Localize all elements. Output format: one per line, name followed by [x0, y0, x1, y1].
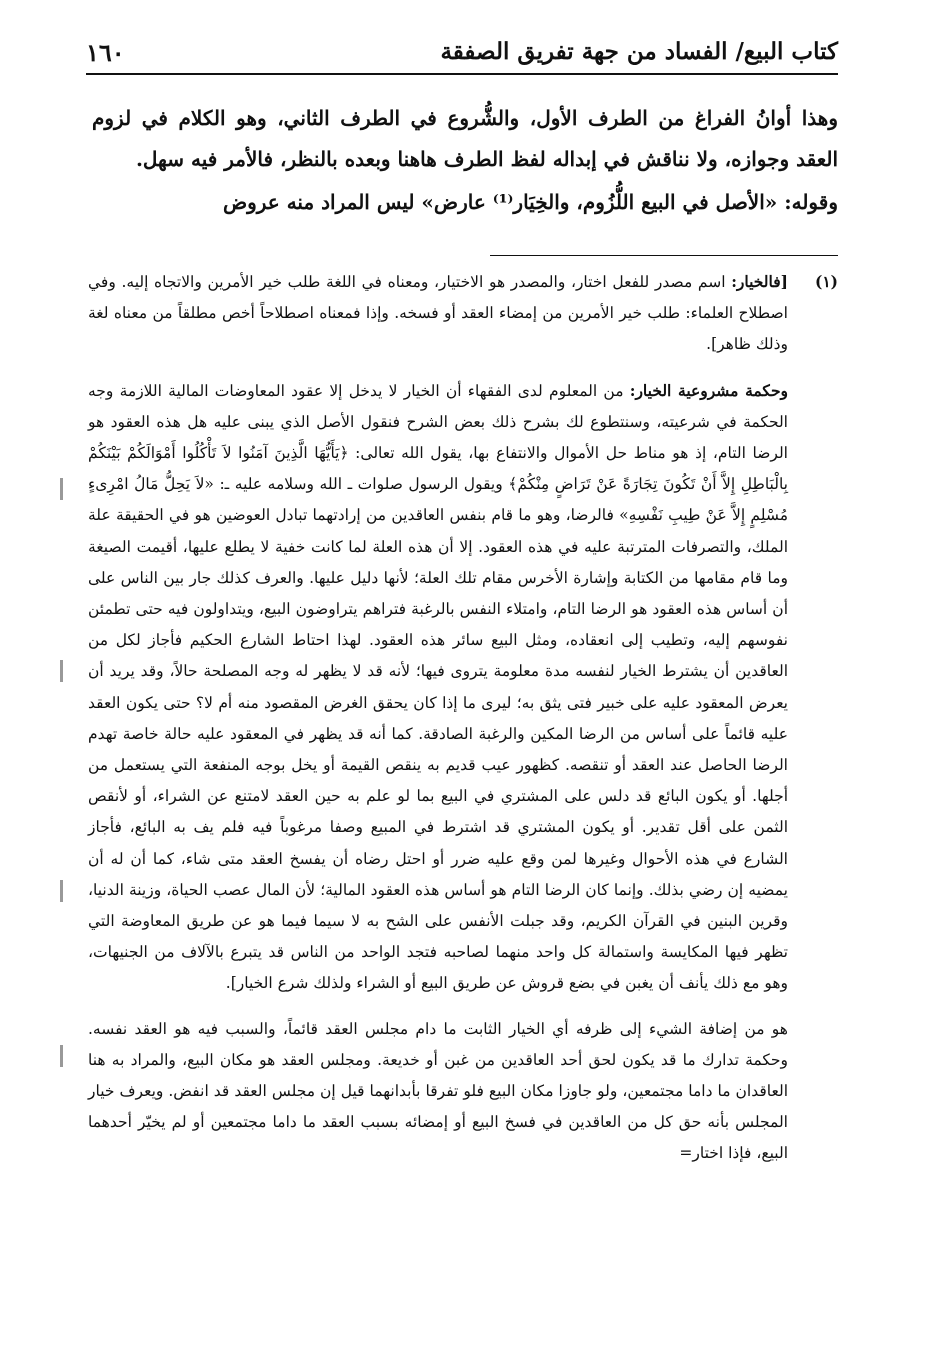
margin-mark [60, 1045, 63, 1067]
margin-mark [60, 660, 63, 682]
header-rule [86, 73, 838, 75]
footnote-text-1: اسم مصدر للفعل اختار، والمصدر هو الاختيار، ومعناه في اللغة طلب خير الأمرين والاتجاه إليه. وفي اصطلاح العلماء: طلب خير الأمرين من إمضاء العقد أو فسخه. وإذا فمعناه اصطلاحاً أخص مطلقاً من معناه لغة وذلك ظاهر]. [88, 273, 788, 354]
main-paragraph-2: وقوله: «الأصل في البيع اللُّزُوم، والخِيَار⁽¹⁾ عارض» ليس المراد منه عروض [222, 190, 838, 214]
page-number: ١٦٠ [86, 38, 125, 67]
margin-mark [60, 880, 63, 902]
footnote-heading-1: [فالخيار: [731, 272, 788, 291]
margin-mark [60, 478, 63, 500]
footnote-marker: (١) [814, 272, 838, 291]
footnote-heading-2: وحكمة مشروعية الخيار: [629, 380, 789, 400]
main-text [92, 98, 838, 223]
footnote-text-2: من المعلوم لدى الفقهاء أن الخيار لا يدخل إلا عقود المعاوضات المالية اللازمة وجه الحكمة في شرعيته، وسنتطوع لك بشرح ذلك بعض الشرح فنقول الأصل الذي يبنى عليه هل هذه العقود هو الرضا التام، إذ هو مناط حل الأموال والانتفاع بها، يقول الله تعالى: ﴿يَأَيُّهَا الَّذِينَ آمَنُوا لاَ تَأْكُلُوا أَمْوَالَكُمْ بَيْنَكُمْ بِالْبَاطِلِ إِلاَّ أَنْ تَكُونَ تِجَارَةً عَنْ تَرَاضٍ مِنْكُمْ﴾ ويقول الرسول صلوات ـ الله وسلامه عليه ـ: «لاَ يَحِلُّ مَالُ امْرِىءٍ مُسْلِمٍ إِلاَّ عَنْ طِيبِ نَفْسِهِ» فالرضا، وهو ما قام بنفس العاقدين من إرادتهما تبادل العوضين هو في الحقيقة علة الملك، والتصرفات المترتبة عليه في هذه العقود. إلا أن هذه العلة لما كانت خفية لا يطلع عليها، أقيمت الصيغة وما قام مقامها من الكتابة وإشارة الأخرس مقام تلك العلة؛ لأنها دليل عليها. والعرف كذلك جار بين الناس على أن أساس هذه العقود هو الرضا التام، وامتلاء النفس بالرغبة فتراهم يتراوضون البيع، ويتداولون فيه حتى تطمئن نفوسهم إليه، وتطيب إلى انعقاده، ومثل البيع سائر هذه العقود. لهذا احتاط الشارع الحكيم فأجاز لكل من العاقدين أن يشترط الخيار لنفسه مدة معلومة يتروى فيها؛ لأنه قد لا يظهر له وجه المصلحة حالاً، وقد يريد أن يعرض المعقود عليه على خبير فتى يثق به؛ ليرى ما إذا كان يحقق الغرض المقصود منه أم لا؟ حتى يكون العقد عليه قائماً على أساس من الرضا المكين والرغبة الصادقة. كما أنه قد يظهر في المعقود عليه حالة خاصة تهدم الرضا الحاصل عند العقد أو تنقصه. كظهور عيب قديم به ينقص القيمة أو يخل بوجه المنفعة التي يستعمل من أجلها. أو يكون البائع قد دلس على المشتري في البيع بما لو علم به حين العقد لامتنع عن الشراء، أو لأنقص الثمن على أقل تقدير. أو يكون المشتري قد اشترط في المبيع وصفا مرغوباً فيه فلم يف به البائع، فأجاز الشارع في هذه الأحوال وغيرها لمن وقع عليه ضرر أو احتل رضاه أن يفسخ العقد متى شاء، كما أن له أن يمضيه إن رضي بذلك. وإنما كان الرضا التام هو أساس هذه العقود المالية؛ لأن المال عصب الحياة، وزينة الدنيا، وقرين البنين في القرآن الكريم، وقد جبلت الأنفس على الشح به لا سيما فيما هو عن طريق المعاوضة التي تظهر فيها المكايسة واستمالة كل واحد منهما لصاحبه فتجد الواحد من الناس قد يتبرع بالآلاف من الجنيهات، وهو مع ذلك يأنف أن يغبن في بضع قروش عن طريق البيع أو الشراء ولذلك شرع الخيار]. [88, 381, 788, 993]
footnotes [88, 266, 838, 1170]
footnote-paragraph-2 [88, 375, 788, 1000]
header-title: كتاب البيع/ الفساد من جهة تفريق الصفقة [440, 38, 838, 65]
running-header [86, 30, 838, 74]
footnote-paragraph-1 [88, 266, 788, 361]
main-paragraph-1: وهذا أوانُ الفراغ من الطرف الأول، والشُّروع في الطرف الثاني، وهو الكلام في لزوم العقد وجوازه، ولا نناقش في إبداله لفظ الطرف هاهنا وبعده بالنظر، فالأمر فيه سهل. [92, 106, 838, 171]
footnote-separator [490, 255, 838, 256]
footnote-1 [88, 266, 838, 1170]
footnote-paragraph-3: هو من إضافة الشيء إلى ظرفه أي الخيار الثابت ما دام مجلس العقد قائماً، والسبب فيه هو العقد نفسه. وحكمة تدارك ما قد يكون لحق أحد العاقدين من غبن أو خديعة. ومجلس العقد هو مكان البيع، والمراد به هنا العاقدان ما داما مجتمعين، ولو جاوزا مكان البيع فلو تفرقا بأبدانهما قيل إن مجلس العقد قد انفض. ويعرف خيار المجلس بأنه حق كل من العاقدين في فسخ البيع أو إمضائه بسبب العقد ما داما مجتمعين أو لم يخيّر أحدهما البيع، فإذا اختار= [88, 1019, 788, 1163]
